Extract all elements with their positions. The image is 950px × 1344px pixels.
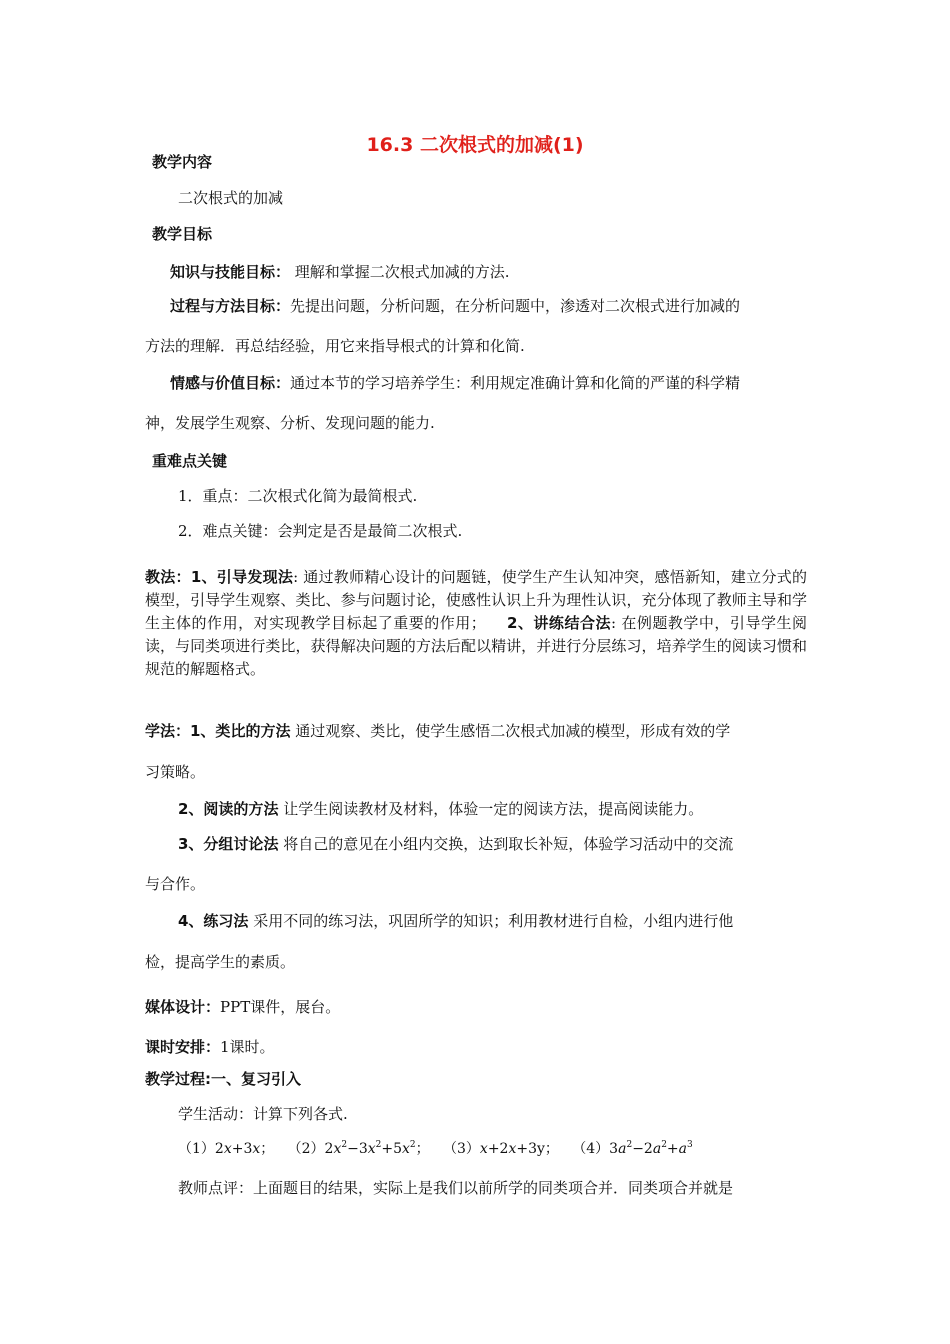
emotion-goal-label: 情感与价值目标： xyxy=(170,374,291,392)
learning-method-label-1: 学法：1、类比的方法 xyxy=(145,722,291,740)
page-title: 16.3 二次根式的加减(1) xyxy=(366,134,584,156)
learning-method-text-3a: 将自己的意见在小组内交换，达到取长补短，体验学习活动中的交流 xyxy=(278,835,734,853)
keypoint-item-2: 2．难点关键：会判定是否是最简二次根式. xyxy=(178,522,463,540)
learning-method-label-2: 2、阅读的方法 xyxy=(178,800,279,818)
teaching-method-text-1: : 通过教师精心设计的问题链，使学生产生认知冲突，感悟新知，建立分式的模型，引导学生观察、类比、参与问题讨论，使感性认识上升为理性认识，充分体现了教师主导和学生主体的作用，对实现教学目标起了重要的作用； xyxy=(145,568,807,632)
process-goal-label: 过程与方法目标： xyxy=(170,297,291,315)
knowledge-goal-text: 理解和掌握二次根式加减的方法. xyxy=(290,263,510,281)
learning-method-2 xyxy=(178,799,703,819)
learning-method-text-3b: 与合作。 xyxy=(145,875,206,893)
learning-method-4 xyxy=(178,911,733,931)
exercise-expressions: （1）2x+3x； $(2)2x^2-3x^2+5x^2$； （3）x+2x+3y； $(4)3a^2-2a^2+a^3$ xyxy=(178,1140,693,1157)
process-goal xyxy=(170,296,740,316)
content-text: 二次根式的加减 xyxy=(178,189,284,207)
teaching-method-text-2: : 在例题教学中，引导学生阅读，与同类项进行类比，获得解决问题的方法后配以精讲，并进行分层练习，培养学生的阅读习惯和规范的解题格式。 xyxy=(145,614,807,678)
emotion-goal-text-1: 通过本节的学习培养学生：利用规定准确计算和化简的严谨的科学精 xyxy=(290,374,741,392)
hours-text: 1课时。 xyxy=(220,1038,275,1056)
teaching-method-label: 教法：1、引导发现法 xyxy=(145,568,294,586)
learning-method-text-4a: 采用不同的练习法，巩固所学的知识；利用教材进行自检，小组内进行他 xyxy=(248,912,734,930)
process-goal-text-1: 先提出问题，分析问题，在分析问题中，渗透对二次根式进行加减的 xyxy=(290,297,741,315)
knowledge-goal-label: 知识与技能目标： xyxy=(170,263,291,281)
media-design xyxy=(145,997,340,1017)
emotion-goal-text-2: 神，发展学生观察、分析、发现问题的能力. xyxy=(145,414,435,432)
knowledge-goal xyxy=(170,262,510,282)
learning-method-text-4b: 检，提高学生的素质。 xyxy=(145,953,296,971)
student-activity: 学生活动：计算下列各式. xyxy=(178,1105,348,1123)
learning-method-text-2: 让学生阅读教材及材料，体验一定的阅读方法，提高阅读能力。 xyxy=(278,800,704,818)
teaching-method-paragraph xyxy=(145,566,807,681)
teaching-method-label-2: 2、讲练结合法 xyxy=(506,614,611,632)
class-hours xyxy=(145,1037,275,1057)
keypoint-item-1: 1．重点：二次根式化简为最简根式. xyxy=(178,487,418,505)
teaching-process-heading: 教学过程:一、复习引入 xyxy=(145,1070,301,1088)
learning-method-text-1b: 习策略。 xyxy=(145,763,206,781)
section-heading-goals: 教学目标 xyxy=(152,225,213,243)
media-text: PPT课件，展台。 xyxy=(220,998,341,1016)
media-label: 媒体设计： xyxy=(145,998,221,1016)
teacher-comment: 教师点评：上面题目的结果，实际上是我们以前所学的同类项合并．同类项合并就是 xyxy=(178,1179,734,1197)
learning-method-3 xyxy=(178,834,733,854)
process-goal-text-2: 方法的理解．再总结经验，用它来指导根式的计算和化简. xyxy=(145,337,525,355)
emotion-goal xyxy=(170,373,740,393)
hours-label: 课时安排： xyxy=(145,1038,221,1056)
learning-method-1 xyxy=(145,721,730,741)
learning-method-label-3: 3、分组讨论法 xyxy=(178,835,279,853)
learning-method-label-4: 4、练习法 xyxy=(178,912,249,930)
section-heading-keypoints: 重难点关键 xyxy=(152,452,228,470)
learning-method-text-1a: 通过观察、类比，使学生感悟二次根式加减的模型，形成有效的学 xyxy=(290,722,731,740)
section-heading-content: 教学内容 xyxy=(152,153,213,171)
